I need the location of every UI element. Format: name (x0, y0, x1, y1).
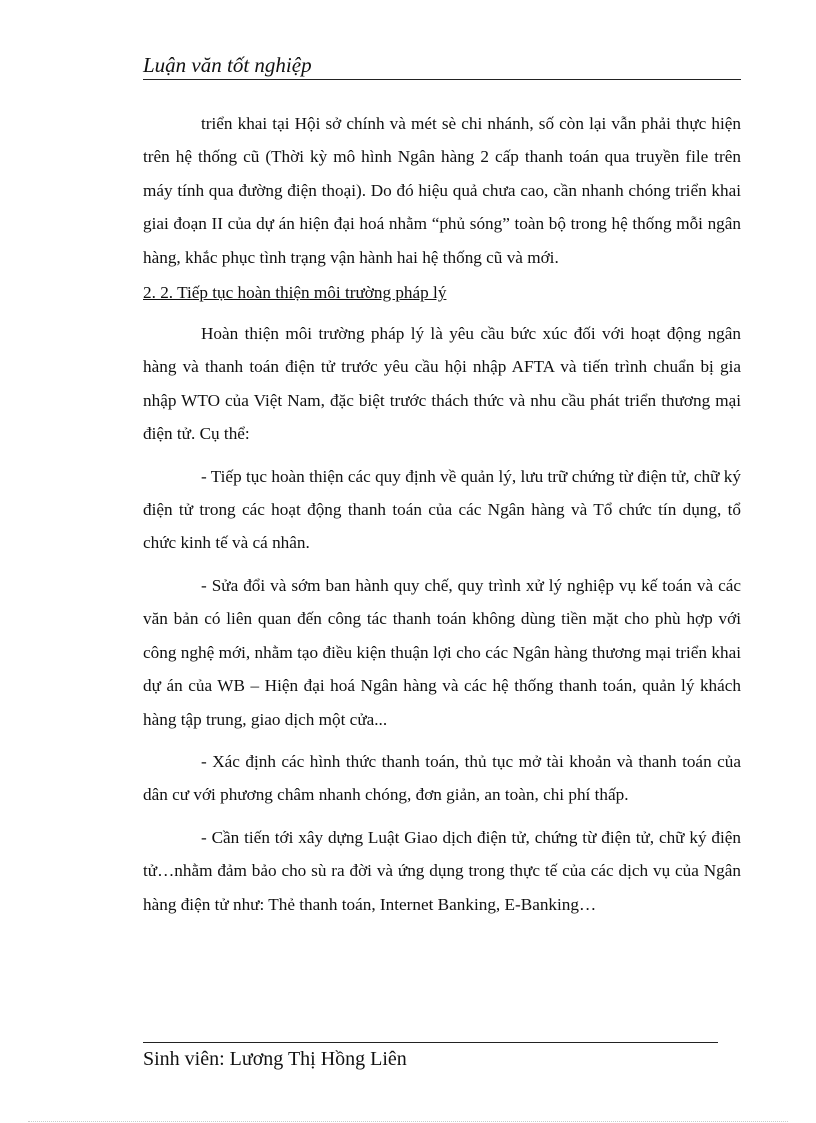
list-item-regulations: - Sửa đổi và sớm ban hành quy chế, quy trình xử lý nghiệp vụ kế toán và các văn bản có liên quan đến công tác thanh toán không dùng tiền mặt cho phù hợp với công nghệ mới, nhằm tạo điều kiện thuận lợi cho các Ngân hàng thương mại triển khai dự án của WB – Hiện đại hoá Ngân hàng và các hệ thống thanh toán, quản lý khách hàng tập trung, giao dịch một cửa... (143, 575, 741, 729)
list-item-electronic-documents: - Tiếp tục hoàn thiện các quy định về quản lý, lưu trữ chứng từ điện tử, chữ ký điện tử trong các hoạt động thanh toán của các Ngân hàng và Tổ chức tín dụng, tổ chức kinh tế và cá nhân. (143, 466, 741, 553)
list-item-electronic-law: - Cần tiến tới xây dựng Luật Giao dịch điện tử, chứng từ điện tử, chữ ký điện tử…nhằm đảm bảo cho sù ra đời và ứng dụng trong thực tế của các dịch vụ của Ngân hàng điện tử như: Thẻ thanh toán, Internet Banking, E-Banking… (143, 827, 741, 914)
paragraph-intro: Hoàn thiện môi trường pháp lý là yêu cầu bức xúc đối với hoạt động ngân hàng và thanh toán điện tử trước yêu cầu hội nhập AFTA và tiến trình chuẩn bị gia nhập WTO của Việt Nam, đặc biệt trước thách thức và nhu cầu phát triển thương mại điện tử. Cụ thể: (143, 324, 741, 444)
list-item-payment-forms: - Xác định các hình thức thanh toán, thủ tục mở tài khoản và thanh toán của dân cư với phương châm nhanh chóng, đơn giản, an toàn, chi phí thấp. (143, 751, 741, 805)
footer-student-name: Sinh viên: Lương Thị Hồng Liên (143, 1048, 407, 1070)
paragraph-continuation: triển khai tại Hội sở chính và mét sè chi nhánh, số còn lại vẫn phải thực hiện trên hệ thống cũ (Thời kỳ mô hình Ngân hàng 2 cấp thanh toán qua truyền file trên máy tính qua đường điện thoại). Do đó hiệu quả chưa cao, cần nhanh chóng triển khai giai đoạn II của dự án hiện đại hoá nhằm “phủ sóng” toàn bộ trong hệ thống mỗi ngân hàng, khắc phục tình trạng vận hành hai hệ thống cũ và mới. (143, 114, 741, 267)
header-divider (143, 79, 741, 80)
footer-divider (143, 1042, 718, 1043)
page-header-title: Luận văn tốt nghiệp (143, 53, 312, 77)
section-heading: 2. 2. Tiếp tục hoàn thiện môi trường pháp lý (143, 283, 447, 303)
page-edge-dotted-line (28, 1121, 788, 1122)
document-body (143, 107, 741, 921)
